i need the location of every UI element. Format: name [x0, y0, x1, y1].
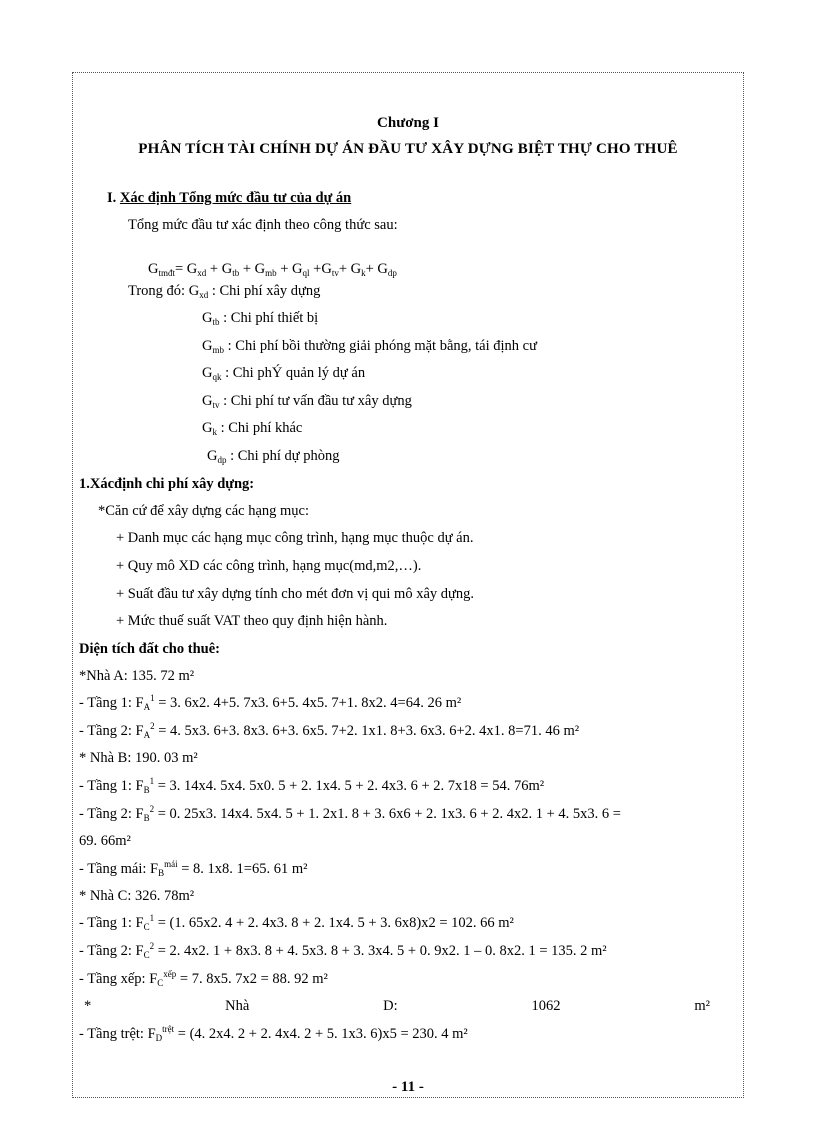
definition-row: $G_{dp}$ : Chi phí dự phòng [207, 448, 340, 465]
subsection-heading: 1.Xácđịnh chi phí xây dựng: [79, 476, 255, 492]
definition-row: $G_{mb}$ : Chi phí bồi thường giải phóng mặt bằng, tái định cư [202, 338, 537, 355]
calc-line: - Tầng trệt: $F_D^{trệt} = (4$. 2x4. 2 + 2. 4x4. 2 + 5. 1x3. 6)x5 = 230. 4 m² [79, 1024, 468, 1043]
house-b-total: * Nhà B: 190. 03 m² [79, 750, 198, 766]
area-heading: Diện tích đất cho thuê: [79, 641, 220, 657]
formula: $G_{tmđt}= G_{xd} + G_{tb} + G_{mb} + G_{ql} +G_{tv}+ G_k+ G_{dp}$ [148, 261, 397, 278]
definition-row: $G_{tv}$ : Chi phí tư vấn đầu tư xây dựng [202, 393, 412, 410]
chapter-heading: Chương I [377, 115, 439, 131]
calc-line: - Tầng mái: $F_B^{mái} = 8$. 1x8. 1=65. 61 m² [79, 859, 308, 878]
definition-row: $G_k$ : Chi phí khác [202, 420, 303, 437]
calc-line: - Tầng 1: $F_A^1 = 3$. 6x2. 4+5. 7x3. 6+5. 4x5. 7+1. 8x2. 4=64. 26 m² [79, 693, 462, 712]
section-number: I. [107, 190, 117, 206]
calc-line: - Tầng 2: $F_A^2 = 4$. 5x3. 6+3. 8x3. 6+3. 6x5. 7+2. 1x1. 8+3. 6x3. 6+2. 4x1. 8=71. 46 m² [79, 721, 580, 740]
calc-line: - Tầng 1: $F_B^1 = 3$. 14x4. 5x4. 5x0. 5 + 2. 1x4. 5 + 2. 4x3. 6 + 2. 7x18 = 54. 76m² [79, 776, 545, 795]
bullet-item: + Danh mục các hạng mục công trình, hạng mục thuộc dự án. [116, 530, 474, 546]
bullet-item: + Suất đầu tư xây dựng tính cho mét đơn vị qui mô xây dựng. [116, 586, 474, 602]
basis-text: *Căn cứ để xây dựng các hạng mục: [98, 503, 309, 519]
calc-line: - Tầng 1: $F_C^1 = (1$. 65x2. 4 + 2. 4x3. 8 + 2. 1x4. 5 + 3. 6x8)x2 = 102. 66 m² [79, 913, 514, 932]
section-title: Xác định Tổng mức đầu tư của dự án [119, 190, 352, 206]
chapter-title: PHÂN TÍCH TÀI CHÍNH DỰ ÁN ĐẦU TƯ XÂY DỰNG BIỆT THỰ CHO THUÊ [138, 141, 678, 157]
intro-text: Tổng mức đầu tư xác định theo công thức sau: [128, 217, 398, 233]
bullet-item: + Mức thuế suất VAT theo quy định hiện hành. [116, 613, 388, 629]
house-c-total: * Nhà C: 326. 78m² [79, 888, 195, 904]
definition-row: $G_{tb}$ : Chi phí thiết bị [202, 310, 319, 327]
calc-line: - Tầng 2: $F_B^2 = 0$. 25x3. 14x4. 5x4. 5 + 1. 2x1. 8 + 3. 6x6 + 2. 1x3. 6 + 2. 4x2. 1 + 4. 5x3. 6 = [79, 804, 621, 823]
calc-line-continuation: 69. 66m² [79, 833, 131, 849]
bullet-item: + Quy mô XD các công trình, hạng mục(md,m2,…). [116, 558, 422, 574]
section-heading [107, 189, 351, 207]
page-number: - 11 - [392, 1079, 424, 1095]
house-d-total: * Nhà D: 1062 m² [84, 998, 710, 1014]
calc-line: - Tầng 2: $F_C^2 = 2$. 4x2. 1 + 8x3. 8 + 4. 5x3. 8 + 3. 3x4. 5 + 0. 9x2. 1 – 0. 8x2. 1 = 135. 2 m² [79, 941, 607, 960]
house-a-total: *Nhà A: 135. 72 m² [79, 668, 195, 684]
definition-row: $G_{qk}$ : Chi phÝ quản lý dự án [202, 365, 366, 382]
definition-row: Trong đó: $G_{xd}$ : Chi phí xây dựng [128, 283, 321, 300]
calc-line: - Tầng xếp: $F_C^{xếp} = 7$. 8x5. 7x2 = 88. 92 m² [79, 969, 328, 988]
